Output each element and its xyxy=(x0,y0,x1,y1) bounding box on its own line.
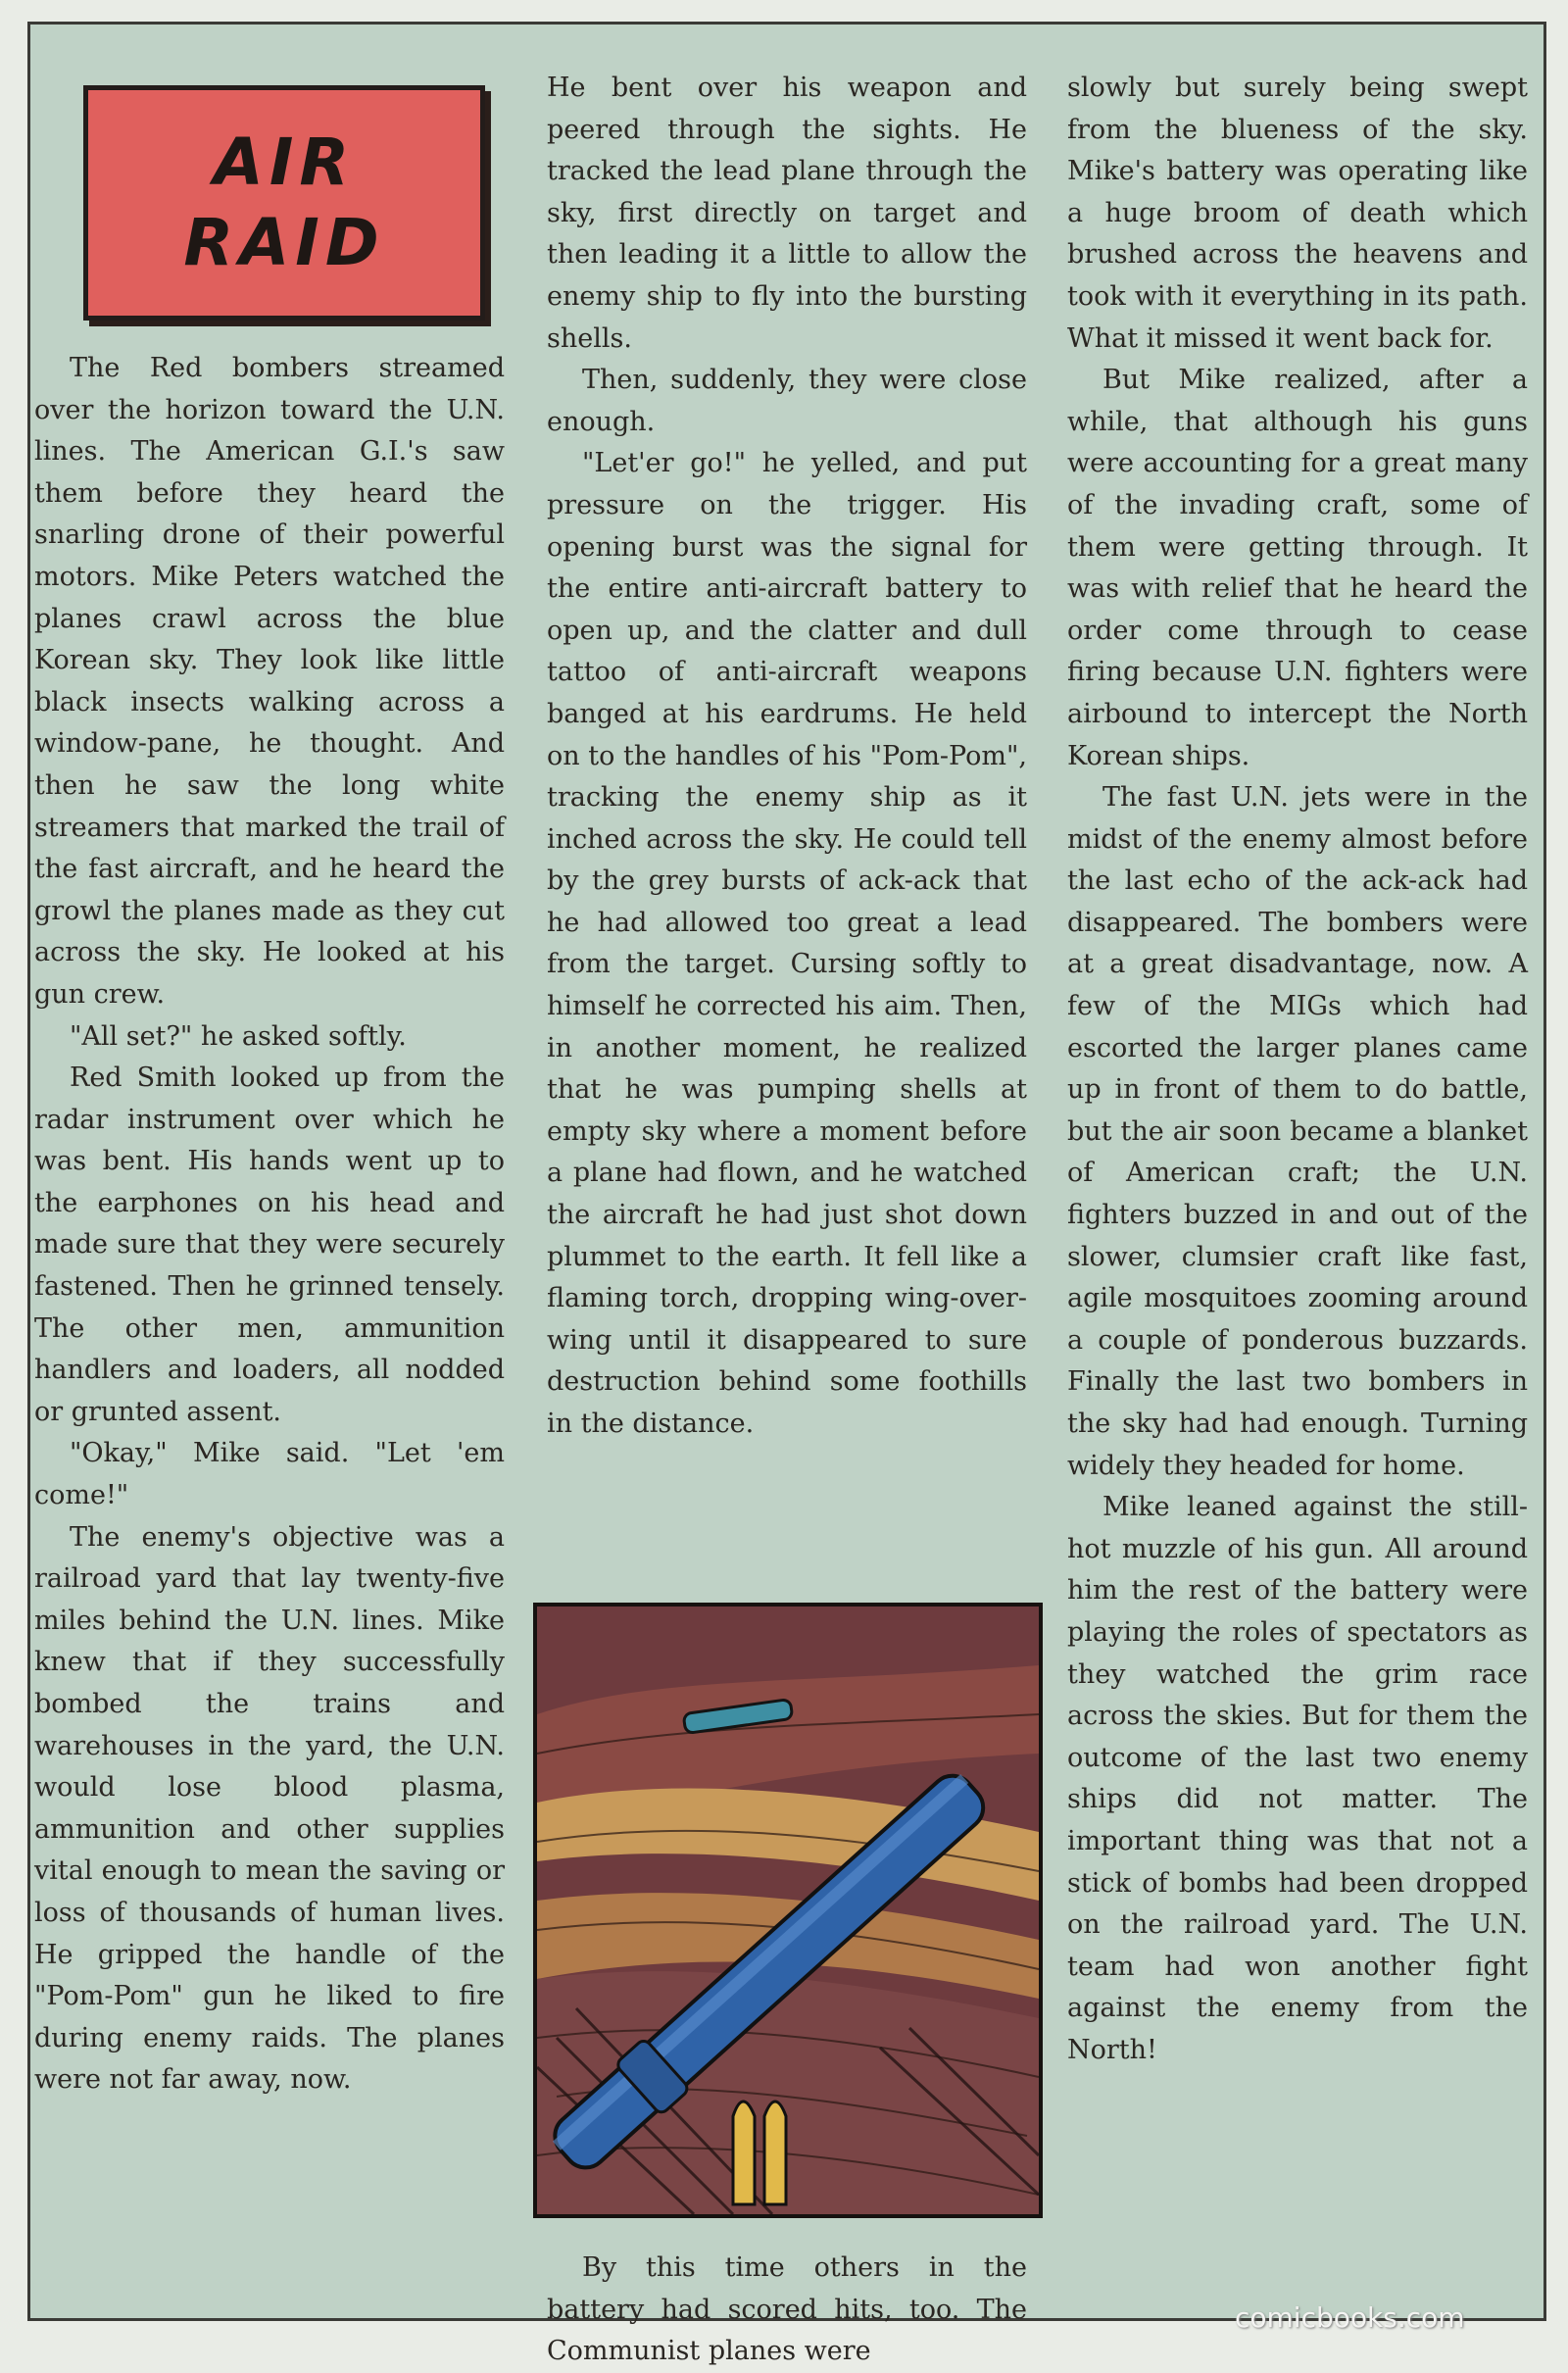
paragraph: The enemy's objective was a railroad yard that lay twenty-five miles behind the U.N. lines. Mike knew that if they successfully bombed the trains and warehouses in the yard, the U.N. would lose blood plasma, ammunition and other supplies vital enough to mean the saving or loss of thousands of human lives. He gripped the handle of the "Pom-Pom" gun he liked to fire during enemy raids. The planes were not far away, now. xyxy=(34,1521,505,2096)
watermark: comicbooks.com xyxy=(1235,2301,1465,2334)
text-column-2 xyxy=(547,68,1027,1446)
paragraph: But Mike realized, after a while, that although his guns were accounting for a great many of the invading craft, some of them were getting through. It was with relief that he heard the order come through to cease firing because U.N. fighters were airbound to intercept the North Korean ships. xyxy=(1067,365,1528,771)
paragraph: Red Smith looked up from the radar instrument over which he was bent. His hands went up to the earphones on his head and made sure that they were securely fastened. Then he grinned tensely. The other men, ammunition handlers and loaders, all nodded or grunted assent. xyxy=(34,1063,505,1427)
title-box xyxy=(83,85,485,321)
paragraph: The Red bombers streamed over the horizon toward the U.N. lines. The American G.I.'s saw them before they heard the snarling drone of their powerful motors. Mike Peters watched the planes crawl across the blue Korean sky. They look like little black insects walking across a window-pane, he thought. And then he saw the long white streamers that marked the trail of the fast aircraft, and he heard the growl the planes made as they cut across the sky. He looked at his gun crew. xyxy=(34,353,505,1010)
paragraph: slowly but surely being swept from the blueness of the sky. Mike's battery was operating like a huge broom of death which brushed across the heavens and took with it everything in its path. What it missed it went back for. xyxy=(1067,73,1528,354)
paragraph: "Okay," Mike said. "Let 'em come!" xyxy=(34,1438,505,1511)
paragraph: "All set?" he asked softly. xyxy=(70,1020,407,1052)
paragraph: Mike leaned against the still-hot muzzle of his gun. All around him the rest of the battery were playing the roles of spectators as they watched the grim race across the skies. But for them the outcome of the last two enemy ships did not matter. The important thing was that not a stick of bombs had been dropped on the railroad yard. The U.N. team had won another fight against the enemy from the North! xyxy=(1067,1492,1528,2065)
story-page xyxy=(27,22,1546,2367)
text-column-1 xyxy=(34,348,505,2101)
title-line-2: RAID xyxy=(183,205,385,280)
text-column-3 xyxy=(1067,68,1528,2072)
paragraph: "Let'er go!" he yelled, and put pressure on the trigger. His opening burst was the signal for the entire anti-aircraft battery to open up, and the clatter and dull tattoo of anti-aircraft weapons banged at his eardrums. He held on to the handles of his "Pom-Pom", tracking the enemy ship as it inched across the sky. He could tell by the grey bursts of ack-ack that he had allowed too great a lead from the target. Cursing softly to himself he corrected his aim. Then, in another moment, he realized that he was pumping shells at empty sky where a moment before a plane had flown, and he watched the aircraft he had just shot down plummet to the earth. It fell like a flaming torch, dropping wing-over-wing until it disappeared to sure destruction behind some foothills in the distance. xyxy=(547,448,1027,1439)
gun-barrel-illustration xyxy=(537,1607,1039,2214)
paragraph: The fast U.N. jets were in the midst of the enemy almost before the last echo of the ack-ack had disappeared. The bombers were at a great disadvantage, now. A few of the MIGs which had escorted the larger planes came up in front of them to do battle, but the air soon became a blanket of American craft; the U.N. fighters buzzed in and out of the slower, clumsier craft like fast, agile mosquitoes zooming around a couple of ponderous buzzards. Finally the last two bombers in the sky had had enough. Turning widely they headed for home. xyxy=(1067,782,1528,1481)
title-line-1: AIR xyxy=(213,124,356,200)
illustration-panel xyxy=(533,1603,1043,2218)
paragraph: By this time others in the battery had scored hits, too. The Communist planes were xyxy=(547,2252,1027,2367)
text-column-2-bottom xyxy=(547,2248,1027,2373)
paragraph: Then, suddenly, they were close enough. xyxy=(547,365,1027,437)
paragraph: He bent over his weapon and peered through the sights. He tracked the lead plane through the sky, first directly on target and then leading it a little to allow the enemy ship to fly into the bursting shells. xyxy=(547,73,1027,354)
